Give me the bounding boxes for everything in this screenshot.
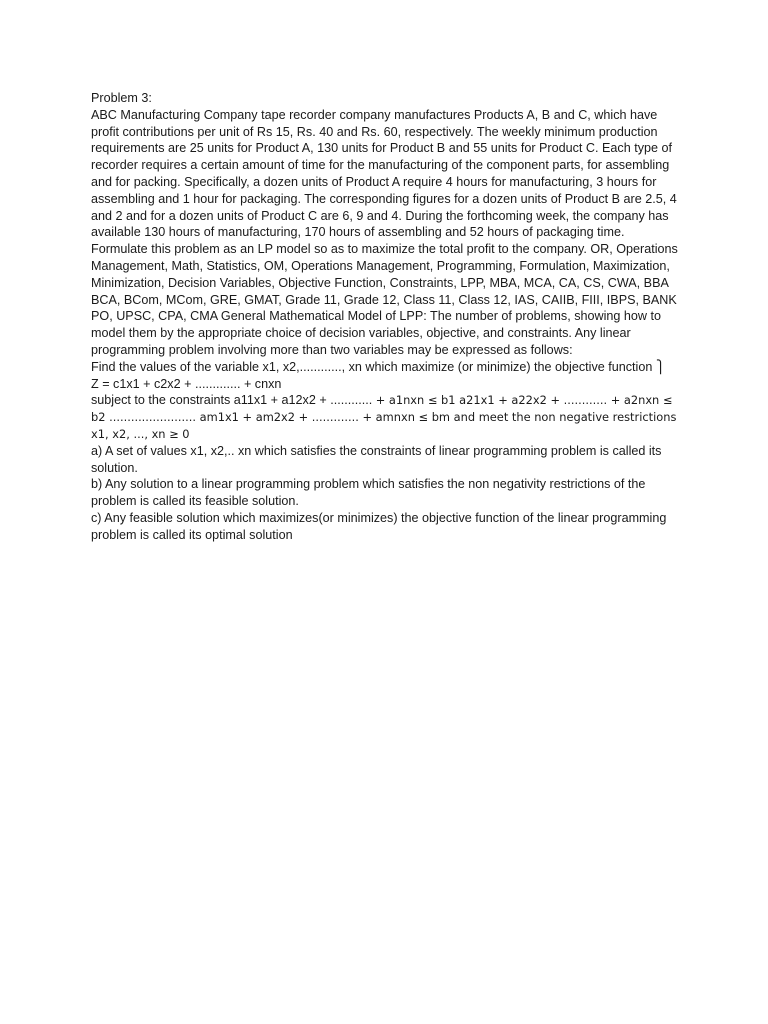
objective-function-formula: Z = c1x1 + c2x2 + ............. + cnxn <box>91 376 282 391</box>
document-page <box>91 90 681 544</box>
constraints-rest-text: + a1nxn ≤ b1 a21x1 + a22x2 + ............ + a2nxn ≤ b2 ........................ am1x1 + am2x2 + ............. + amnxn ≤ bm and meet the non negative restrictions x1, x2, ..., xn ≥ 0 <box>91 393 677 441</box>
constraints-paragraph <box>91 392 681 442</box>
definition-b-paragraph: b) Any solution to a linear programming problem which satisfies the non negativity restrictions of the problem is called its feasible solution. <box>91 477 646 509</box>
definition-a-paragraph: a) A set of values x1, x2,.. xn which satisfies the constraints of linear programming problem is called its solution. <box>91 443 662 475</box>
find-values-paragraph: Find the values of the variable x1, x2,............, xn which maximize (or minimize) the objective function ⎫ <box>91 359 666 374</box>
problem-intro-paragraph: ABC Manufacturing Company tape recorder company manufactures Products A, B and C, which have profit contributions per unit of Rs 15, Rs. 40 and Rs. 60, respectively. The weekly minimum production requirements are 25 units for Product A, 130 units for Product B and 55 units for Product C. Each type of recorder requires a certain amount of time for the manufacturing of the component parts, for assembling and for packing. Specifically, a dozen units of Product A require 4 hours for manufacturing, 3 hours for assembling and 1 hour for packaging. The corresponding figures for a dozen units of Product B are 2.5, 4 and 2 and for a dozen units of Product C are 6, 9 and 4. During the forthcoming week, the company has available 130 hours of manufacturing, 170 hours of assembling and 52 hours of packaging time. Formulate this problem as an LP model so as to maximize the total profit to the company. OR, Operations Management, Math, Statistics, OM, Operations Management, Programming, Formulation, Maximization, Minimization, Decision Variables, Objective Function, Constraints, LPP, MBA, MCA, CA, CS, CWA, BBA BCA, BCom, MCom, GRE, GMAT, Grade 11, Grade 12, Class 11, Class 12, IAS, CAIIB, FIII, IBPS, BANK PO, UPSC, CPA, CMA General Mathematical Model of LPP: The number of problems, showing how to model them by the appropriate choice of decision variables, objective, and constraints. Any linear programming problem involving more than two variables may be expressed as follows: <box>91 107 678 357</box>
definition-c-paragraph: c) Any feasible solution which maximizes(or minimizes) the objective function of the linear programming problem is called its optimal solution <box>91 510 667 542</box>
constraints-lead-text: subject to the constraints a11x1 + a12x2 + ............ <box>91 393 376 408</box>
problem-heading: Problem 3: <box>91 91 152 105</box>
